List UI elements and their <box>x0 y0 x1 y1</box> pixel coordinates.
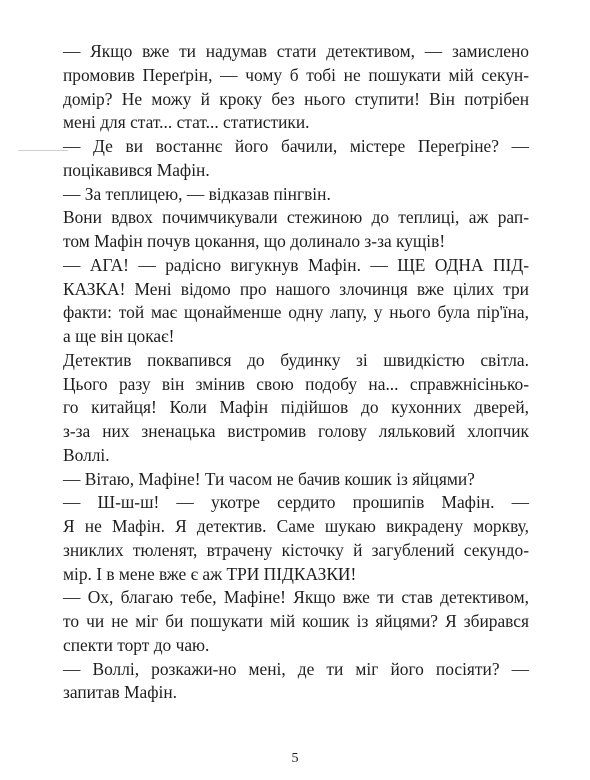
text-line: — АГА! — радісно вигукнув Мафін. — ЩЕ ОДНА ПІД- <box>63 254 529 275</box>
paragraph <box>63 183 529 207</box>
paragraph <box>63 586 529 657</box>
paragraph <box>63 349 529 468</box>
text-line: то чи не міг би пошукати мій кошик із яйцями? Я збирався <box>63 611 529 631</box>
text-line: домір? Не можу й кроку без нього ступити! Він потрібен <box>63 88 529 109</box>
paragraph <box>63 40 529 135</box>
paragraph <box>63 658 529 706</box>
text-line: го китайця! Коли Мафін підійшов до кухонних дверей, <box>63 397 529 418</box>
text-line: Вони вдвох почимчикували стежиною до теплиці, аж рап- <box>63 207 529 228</box>
text-line: — Воллі, розкажи-но мені, де ти міг його посіяти? — <box>63 658 529 679</box>
paragraph <box>63 135 529 183</box>
paragraph <box>63 491 529 586</box>
text-line: мені для стат... стат... статистики. <box>63 112 310 133</box>
text-line: мір. І в мене вже є аж ТРИ ПІДКАЗКИ! <box>63 563 357 584</box>
paragraph <box>63 254 529 349</box>
text-line: а ще він цокає! <box>63 326 175 346</box>
paragraph <box>63 468 529 492</box>
text-line: промовив Переґрін, — чому б тобі не пошукати мій секун- <box>63 64 529 85</box>
text-line: Цього разу він змінив свою подобу на... справжнісінько- <box>63 373 529 394</box>
text-line: — Ш-ш-ш! — укотре сердито прошипів Мафін. — <box>63 492 529 513</box>
text-line: спекти торт до чаю. <box>63 634 210 655</box>
text-line: поцікавився Мафін. <box>63 159 210 180</box>
text-line: Воллі. <box>63 444 110 465</box>
text-line: том Мафін почув цокання, що долинало з-за кущів! <box>63 231 446 251</box>
text-line: з-за них зненацька вистромив голову ляльковий хлопчик <box>63 421 529 441</box>
text-line: зниклих тюленят, втрачену кісточку й загублений секундо- <box>63 539 529 560</box>
body-text <box>63 40 529 705</box>
paragraph <box>63 206 529 254</box>
text-line: факти: той має щонайменше одну лапу, у нього була пір'їна, <box>63 302 529 323</box>
text-line: запитав Мафін. <box>63 682 177 703</box>
text-line: Я не Мафін. Я детектив. Саме шукаю викрадену моркву, <box>63 516 529 536</box>
page-number: 5 <box>291 751 299 766</box>
text-line: — За теплицею, — відказав пінгвін. <box>63 183 331 204</box>
text-line: — Де ви востаннє його бачили, містере Переґріне? — <box>63 136 529 156</box>
scan-artifact-line <box>18 150 68 151</box>
text-line: КАЗКА! Мені відомо про нашого злочинця вже цілих три <box>63 278 529 299</box>
text-line: — Ох, благаю тебе, Мафіне! Якщо вже ти став детективом, <box>63 587 529 608</box>
text-line: — Якщо вже ти надумав стати детективом, — замислено <box>63 41 529 61</box>
text-line: — Вітаю, Мафіне! Ти часом не бачив кошик із яйцями? <box>63 468 475 489</box>
text-line: Детектив поквапився до будинку зі швидкістю світла. <box>63 349 529 370</box>
